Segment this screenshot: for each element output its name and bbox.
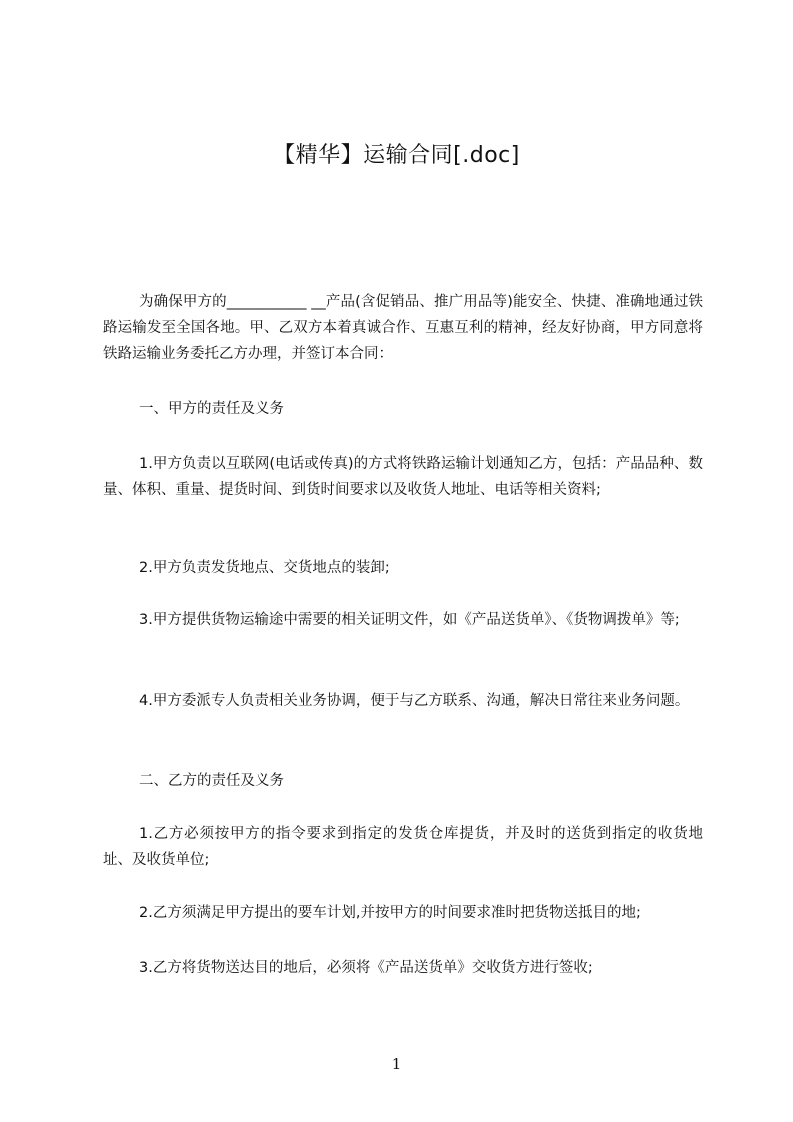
party-a-item-3: 3.甲方提供货物运输途中需要的相关证明文件，如《产品送货单》、《货物调拨单》等; <box>139 612 680 628</box>
party-a-item-4: 4.甲方委派专人负责相关业务协调，便于与乙方联系、沟通，解决日常往来业务问题。 <box>139 693 690 709</box>
document-title: 【精华】运输合同[.doc] <box>273 143 520 168</box>
party-b-item-2: 2.乙方须满足甲方提出的要车计划,并按甲方的时间要求准时把货物送抵目的地; <box>139 905 641 921</box>
section-heading-party-b: 二、乙方的责任及义务 <box>139 773 284 789</box>
party-b-item-1: 1.乙方必须按甲方的指令要求到指定的发货仓库提货，并及时的送货到指定的收货地址、及收货单位; <box>103 826 703 868</box>
party-a-item-1: 1.甲方负责以互联网(电话或传真)的方式将铁路运输计划通知乙方，包括：产品品种、数量、体积、重量、提货时间、到货时间要求以及收货人地址、电话等相关资料; <box>103 456 703 498</box>
party-a-item-2: 2.甲方负责发货地点、交货地点的装卸; <box>139 560 390 576</box>
section-heading-party-a: 一、甲方的责任及义务 <box>139 401 284 417</box>
page-number: 1 <box>391 1055 402 1073</box>
intro-paragraph: 为确保甲方的___________ __产品(含促销品、推广用品等)能安全、快捷、准确地通过铁路运输发至全国各地。甲、乙双方本着真诚合作、互惠互利的精神，经友好协商，甲方同意将铁路运输业务委托乙方办理，并签订本合同： <box>103 294 703 362</box>
party-b-item-3: 3.乙方将货物送达目的地后，必须将《产品送货单》交收货方进行签收; <box>139 960 593 976</box>
